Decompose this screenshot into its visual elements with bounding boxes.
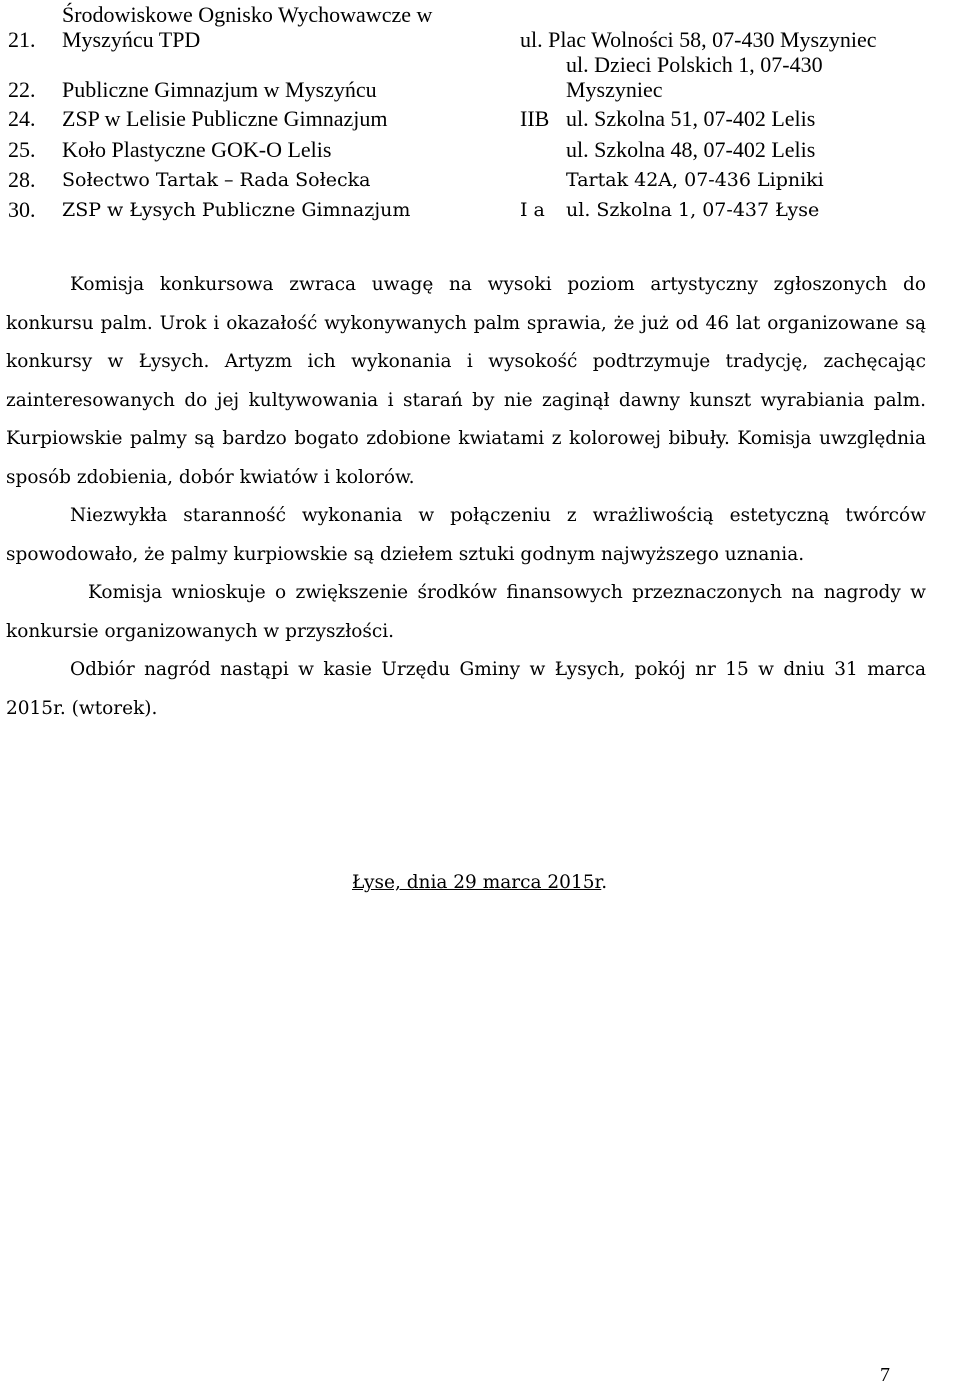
- entry-number: 25.: [8, 137, 36, 162]
- entry-name: ZSP w Lelisie Publiczne Gimnazjum: [62, 106, 388, 131]
- entry-name: Publiczne Gimnazjum w Myszyńcu: [62, 77, 377, 102]
- entry-address: ul. Plac Wolności 58, 07-430 Myszyniec: [520, 27, 877, 52]
- entry-number: 28.: [8, 167, 36, 192]
- entry-class: I a: [520, 199, 545, 221]
- paragraph: Niezwykła staranność wykonania w połączeniu z wrażliwością estetyczną twórców spowodowało, że palmy kurpiowskie są dziełem sztuki godnym najwyższego uznania.: [6, 505, 926, 565]
- entry-name: ZSP w Łysych Publiczne Gimnazjum: [62, 199, 411, 221]
- entry-name: Koło Plastyczne GOK-O Lelis: [62, 137, 332, 162]
- entry-address: Tartak 42A, 07-436 Lipniki: [566, 169, 824, 191]
- signature-period: .: [601, 872, 608, 893]
- entry-address: Myszyniec: [566, 77, 663, 102]
- entry-number: 30.: [8, 197, 36, 222]
- entry-address: ul. Szkolna 48, 07-402 Lelis: [566, 137, 816, 162]
- page-number: 7: [880, 1364, 890, 1386]
- body-text: [6, 266, 926, 728]
- signature-line: [352, 872, 607, 893]
- entry-address: ul. Szkolna 51, 07-402 Lelis: [566, 106, 816, 131]
- entry-name: Sołectwo Tartak – Rada Sołecka: [62, 169, 371, 191]
- paragraph: Komisja wnioskuje o zwiększenie środków finansowych przeznaczonych na nagrody w konkursie organizowanych w przyszłości.: [6, 582, 926, 642]
- entry-address: ul. Dzieci Polskich 1, 07-430: [566, 52, 823, 77]
- entry-name: Myszyńcu TPD: [62, 27, 201, 52]
- entry-number: 24.: [8, 106, 36, 131]
- paragraph: Komisja konkursowa zwraca uwagę na wysoki poziom artystyczny zgłoszonych do konkursu palm. Urok i okazałość wykonywanych palm sprawia, że już od 46 lat organizowane są konkursy w Łysych. Artyzm ich wykonania i wysokość podtrzymuje tradycję, zachęcając zainteresowanych do jej kultywowania i starań by nie zaginął dawny kunszt wyrabiania palm. Kurpiowskie palmy są bardzo bogato zdobione kwiatami z kolorowej bibuły. Komisja uwzględnia sposób zdobienia, dobór kwiatów i kolorów.: [6, 274, 926, 488]
- entry-number: 21.: [8, 27, 36, 52]
- paragraph: Odbiór nagród nastąpi w kasie Urzędu Gminy w Łysych, pokój nr 15 w dniu 31 marca 2015r. (wtorek).: [6, 659, 926, 719]
- entry-number: 22.: [8, 77, 36, 102]
- signature-date: Łyse, dnia 29 marca 2015r: [352, 872, 602, 893]
- entry-name: Środowiskowe Ognisko Wychowawcze w: [62, 2, 433, 27]
- entry-address: ul. Szkolna 1, 07-437 Łyse: [566, 199, 820, 221]
- entry-class: IIB: [520, 106, 550, 131]
